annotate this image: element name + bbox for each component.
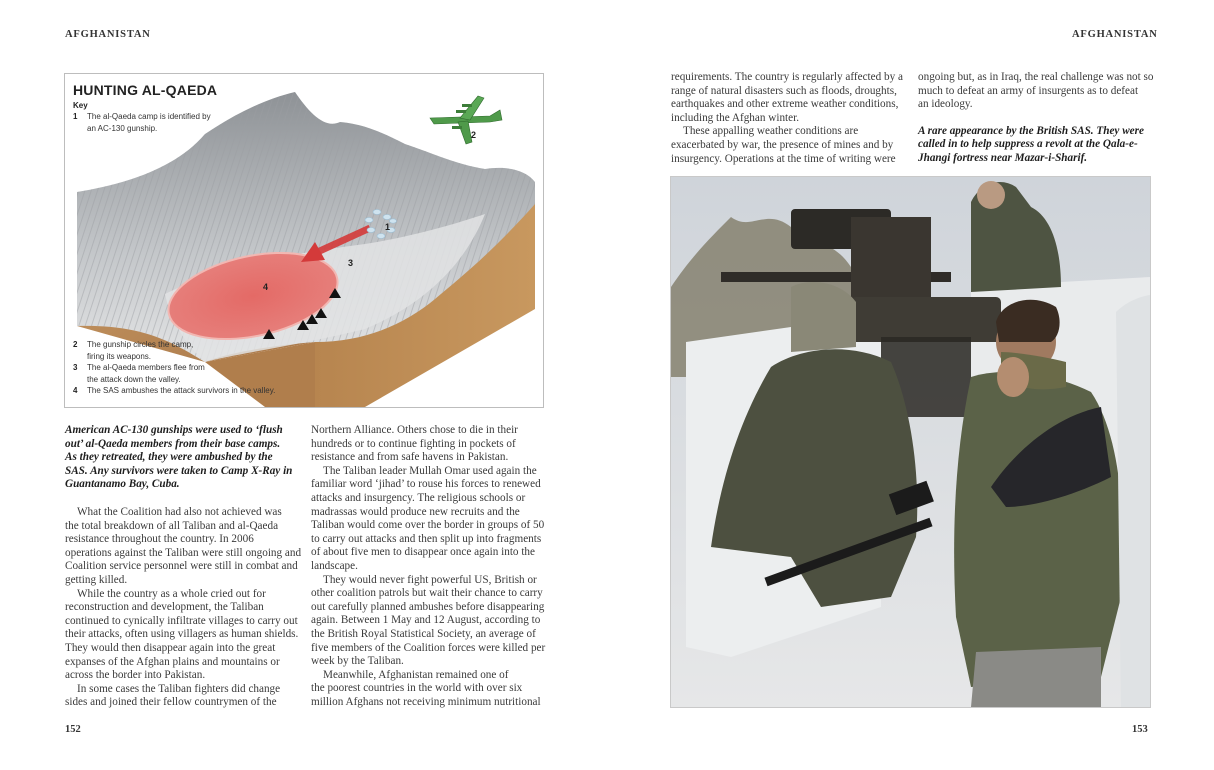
key-item-text: firing its weapons. xyxy=(87,351,152,361)
text-line: insurgency. Operations at the time of writing were xyxy=(671,152,896,165)
text-line: Taliban would come over the border in groups of 50 xyxy=(311,519,545,532)
text-line: In some cases the Taliban fighters did change xyxy=(77,682,281,695)
text-line: operations against the Taliban were still ongoing and xyxy=(65,546,302,559)
caption-line: American AC-130 gunships were used to ‘flush xyxy=(65,424,283,436)
ac130-gunship-icon xyxy=(430,96,502,144)
left-page-column-2 xyxy=(311,424,551,709)
text-line: getting killed. xyxy=(65,573,128,586)
text-line: familiar word ‘jihad’ to rouse his forces to renewed xyxy=(311,478,541,491)
text-line: five members of the Coalition forces were killed per xyxy=(311,641,546,654)
text-line: resistance throughout the country. In 2006 xyxy=(65,533,254,546)
text-line: much to defeat an army of insurgents as to defeat xyxy=(918,84,1139,97)
text-line: out carefully planned ambushes before disappearing xyxy=(311,600,545,613)
text-line: resistance and from safe havens in Pakistan. xyxy=(311,451,509,464)
text-line: including the Afghan winter. xyxy=(671,111,800,124)
key-item-1 xyxy=(73,111,211,134)
text-line: expanses of the Afghan plains and mountains or xyxy=(65,655,280,668)
text-line: sides and joined their fellow countrymen of the xyxy=(65,696,277,709)
text-line: Meanwhile, Afghanistan remained one of xyxy=(323,668,509,681)
text-line: Coalition service personnel were still in combat and xyxy=(65,560,298,573)
text-line: reconstruction and development, the Taliban xyxy=(65,601,264,614)
text-line: across the border into Pakistan. xyxy=(65,669,206,682)
key-item-text: The SAS ambushes the attack survivors in the valley. xyxy=(87,386,276,395)
key-item-number: 3 xyxy=(73,363,78,372)
caption-line: called in to help suppress a revolt at the Qala-e- xyxy=(918,138,1138,151)
paragraph xyxy=(311,424,551,465)
text-line: The Taliban leader Mullah Omar used again the xyxy=(323,464,537,477)
paragraph xyxy=(65,588,305,683)
text-line: million Afghans not receiving minimum nutritional xyxy=(311,695,541,708)
text-line: What the Coalition had also not achieved was xyxy=(77,506,282,518)
diagram-marker-4: 4 xyxy=(263,282,269,292)
running-head-left: AFGHANISTAN xyxy=(65,29,151,40)
diagram-marker-1: 1 xyxy=(385,222,391,232)
text-line: hundreds or to continue fighting in pockets of xyxy=(311,437,516,450)
text-line: They would never fight powerful US, British or xyxy=(323,573,537,586)
sas-soldiers-photo xyxy=(670,176,1151,708)
paragraph xyxy=(671,71,911,125)
key-item-number: 2 xyxy=(73,340,78,349)
text-line: their attacks, often using villagers as human shields. xyxy=(65,628,299,641)
caption-line: SAS. Any survivors were taken to Camp X-Ray in xyxy=(65,464,293,477)
diagram-caption xyxy=(65,424,305,492)
caption-line: As they retreated, they were ambushed by the xyxy=(65,451,273,464)
caption-line: out’ al-Qaeda members from their base camps. xyxy=(65,437,281,450)
page-number-left: 152 xyxy=(65,724,81,735)
text-line: They would then disappear again into the great xyxy=(65,641,276,654)
paragraph xyxy=(671,125,911,166)
paragraph xyxy=(311,669,551,710)
text-line: week by the Taliban. xyxy=(311,655,404,668)
key-item-text: The al-Qaeda camp is identified by xyxy=(87,112,211,121)
key-item-3 xyxy=(73,362,205,385)
text-line: While the country as a whole cried out for xyxy=(77,587,266,600)
paragraph xyxy=(65,683,305,710)
key-item-text: the attack down the valley. xyxy=(87,374,181,384)
text-line: the total breakdown of all Taliban and al-Qaeda xyxy=(65,519,279,532)
right-page-column-1 xyxy=(671,71,911,166)
caption-line: A rare appearance by the British SAS. They were xyxy=(918,124,1144,137)
page-number-right: 153 xyxy=(1132,724,1148,735)
text-line: again. Between 1 May and 12 August, according to xyxy=(311,614,541,627)
text-line: Northern Alliance. Others chose to die in their xyxy=(311,424,518,436)
caption-line: Guantanamo Bay, Cuba. xyxy=(65,478,180,491)
text-line: range of natural disasters such as floods, droughts, xyxy=(671,84,897,97)
text-line: other coalition patrols but wait their chance to carry xyxy=(311,587,543,600)
right-page-column-2 xyxy=(918,71,1158,166)
key-item-4 xyxy=(73,385,275,397)
text-line: attacks and insurgency. The religious schools or xyxy=(311,491,526,504)
text-line: requirements. The country is regularly affected by a xyxy=(671,71,903,83)
text-line: ongoing but, as in Iraq, the real challenge was not so xyxy=(918,71,1154,83)
key-item-number: 4 xyxy=(73,386,78,395)
text-line: These appalling weather conditions are xyxy=(683,125,859,138)
key-item-text: The gunship circles the camp, xyxy=(87,340,194,349)
key-item-2 xyxy=(73,339,193,362)
text-line: the British Royal Statistical Society, an average of xyxy=(311,627,536,640)
caption-line: Jhangi fortress near Mazar-i-Sharif. xyxy=(918,151,1088,164)
paragraph xyxy=(311,574,551,669)
text-line: earthquakes and other extreme weather conditions, xyxy=(671,98,899,111)
text-line: continued to cynically infiltrate villages to carry out xyxy=(65,614,298,627)
diagram-marker-2: 2 xyxy=(471,130,477,140)
text-line: of about five men to disappear once again into the xyxy=(311,546,535,559)
photo-caption xyxy=(918,125,1158,166)
text-line: landscape. xyxy=(311,559,358,572)
paragraph xyxy=(918,71,1158,112)
diagram-title: HUNTING AL-QAEDA xyxy=(73,82,218,98)
diagram-key-label: Key xyxy=(73,101,88,110)
left-page-column-1 xyxy=(65,506,305,710)
text-line: an ideology. xyxy=(918,98,973,111)
key-item-number: 1 xyxy=(73,112,78,121)
paragraph xyxy=(311,465,551,574)
key-item-text: an AC-130 gunship. xyxy=(87,123,158,133)
photo-illustration xyxy=(671,177,1150,707)
text-line: exacerbated by war, the presence of mines and by xyxy=(671,138,894,151)
key-item-text: The al-Qaeda members flee from xyxy=(87,363,205,372)
hunting-al-qaeda-diagram xyxy=(64,73,544,408)
text-line: to carry out attacks and then split up into fragments xyxy=(311,532,542,545)
text-line: madrassas would produce new recruits and the xyxy=(311,505,520,518)
text-line: the poorest countries in the world with over six xyxy=(311,682,523,695)
paragraph xyxy=(65,506,305,588)
diagram-marker-3: 3 xyxy=(348,258,354,268)
running-head-right: AFGHANISTAN xyxy=(1072,29,1158,40)
